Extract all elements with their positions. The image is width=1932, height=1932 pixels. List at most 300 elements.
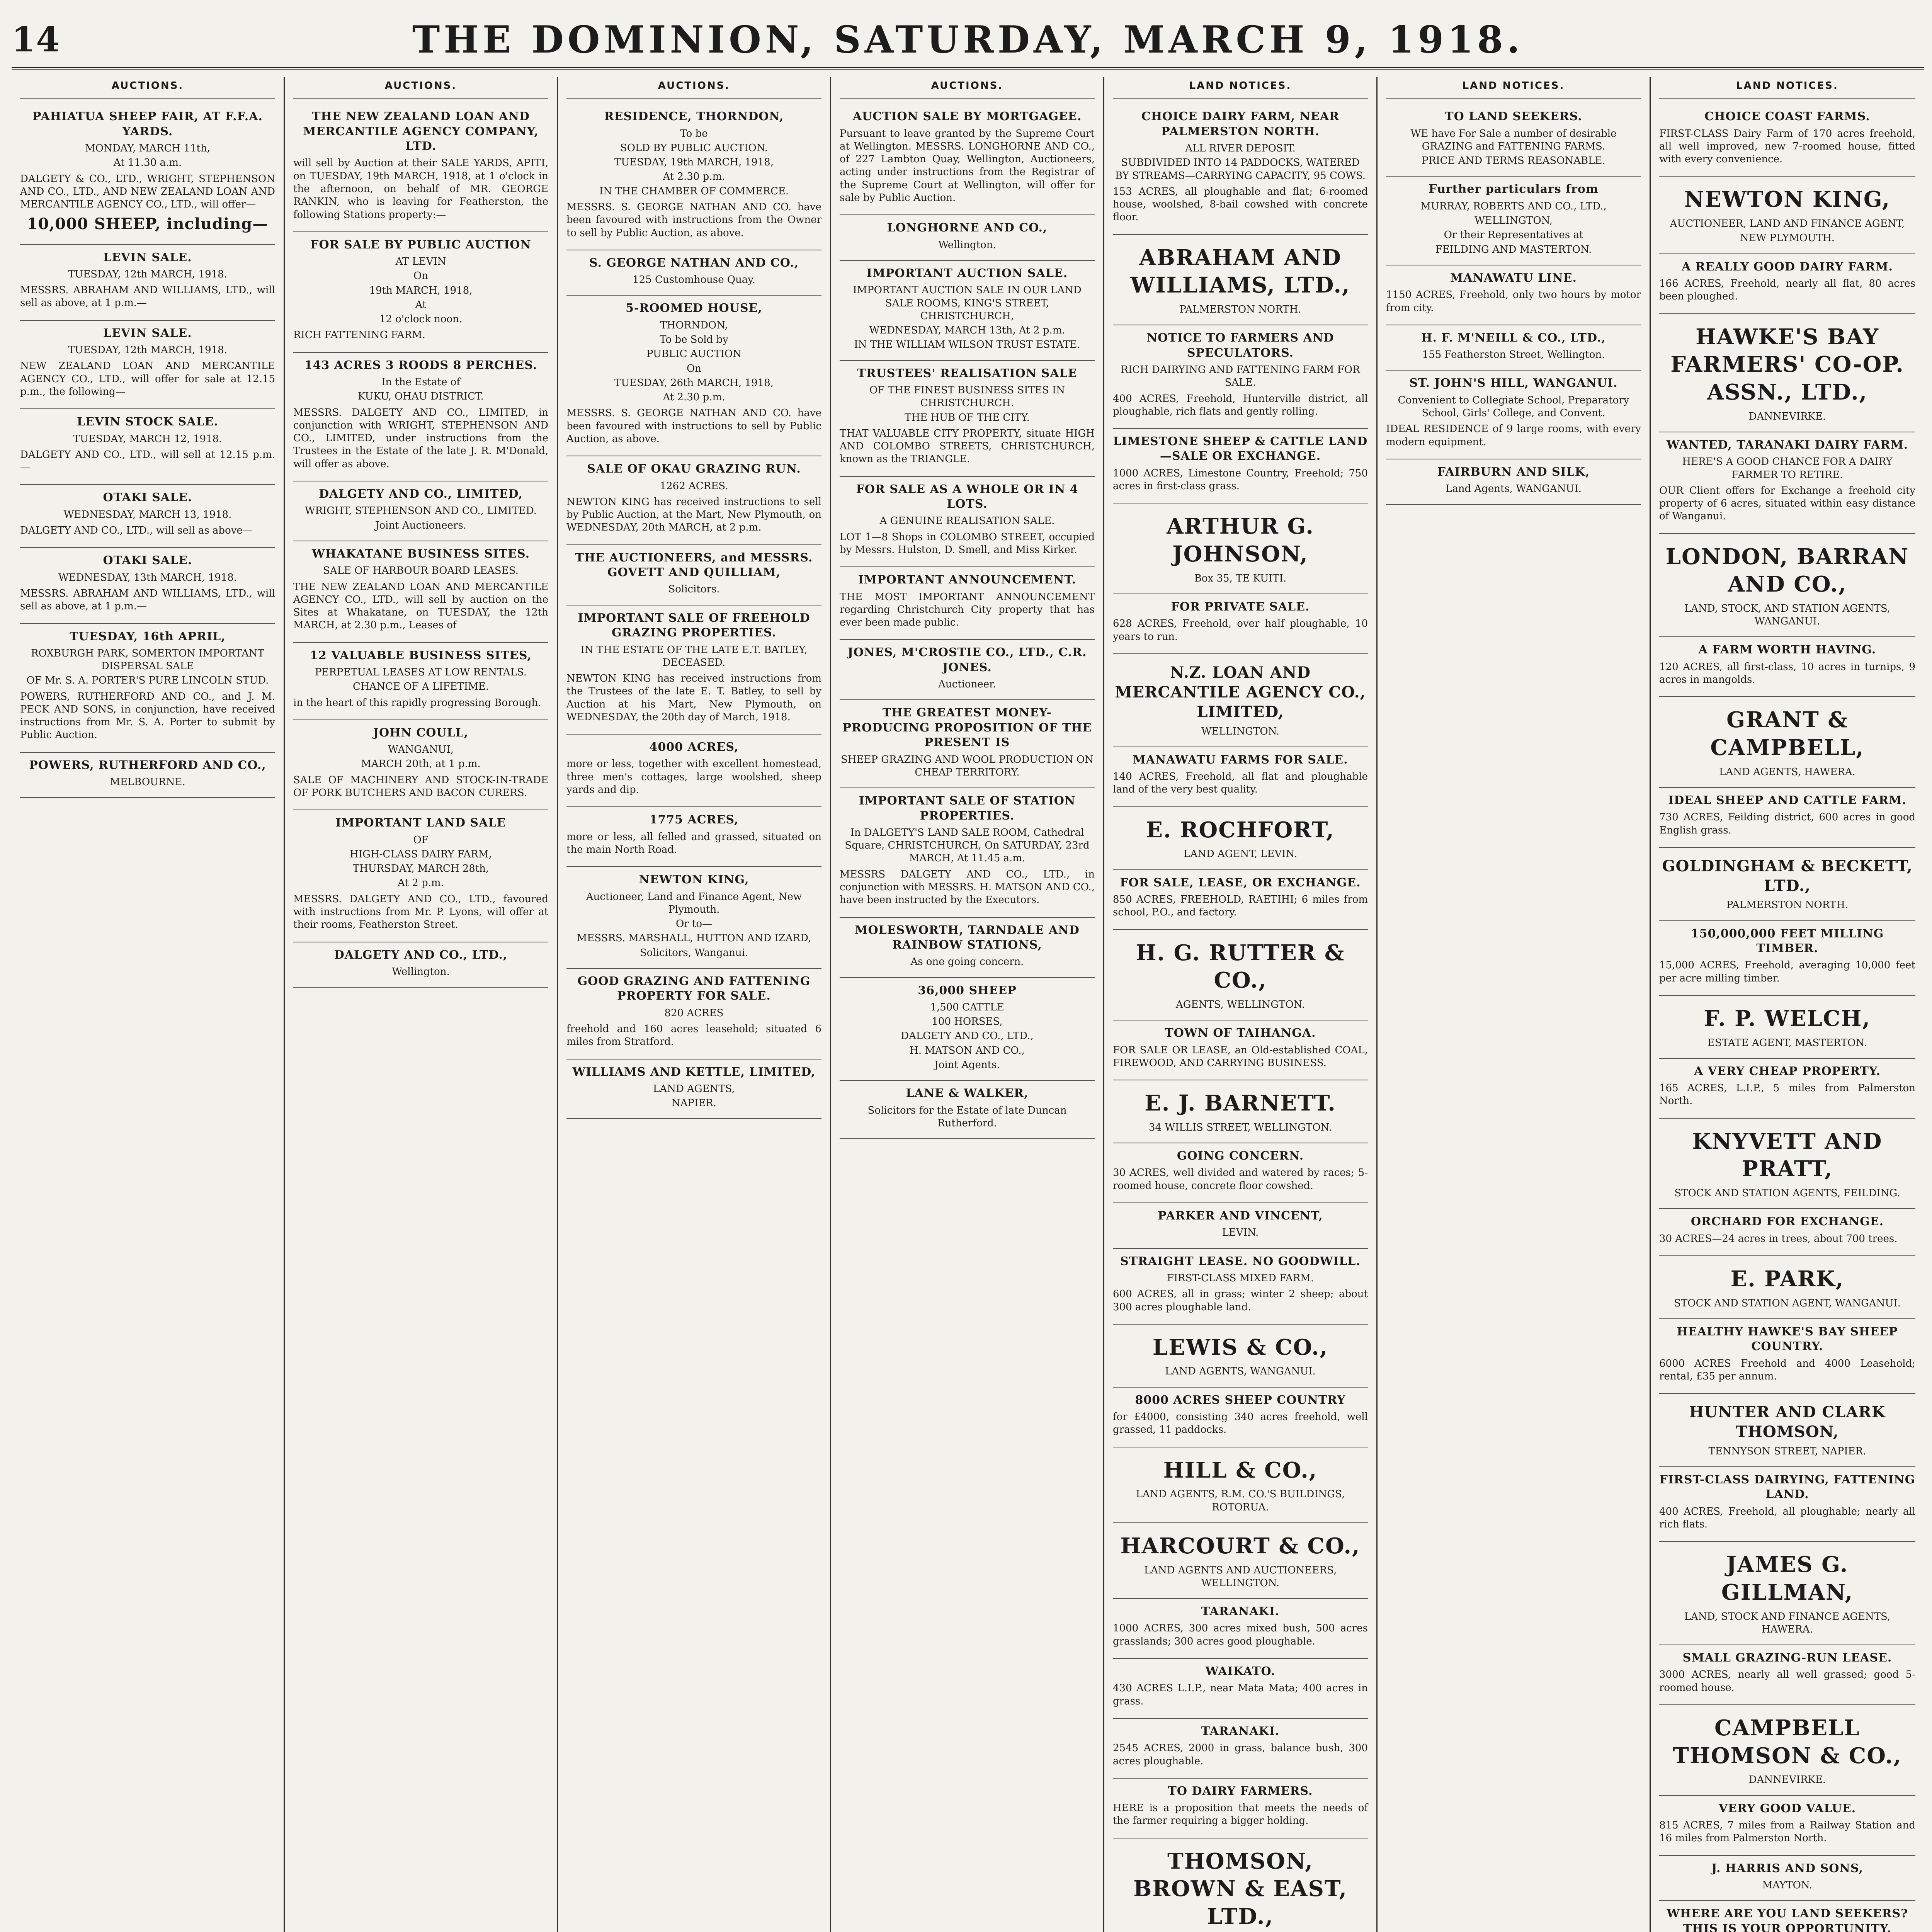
ad-line: At [415,299,427,311]
agent-name: HUNTER AND CLARK THOMSON, [1689,1403,1886,1441]
ad-title: THE GREATEST MONEY-PRODUCING PROPOSITION OF THE PRESENT IS [842,706,1092,750]
ad-title: TUESDAY, 16th APRIL, [70,629,226,643]
ad-line: LAND AGENTS, HAWERA. [1719,766,1855,778]
advertisement [293,232,548,353]
agent-name: ABRAHAM AND WILLIAMS, LTD., [1130,245,1350,298]
ad-line: TUESDAY, 12th MARCH, 1918. [68,344,227,356]
advertisement [1659,1705,1915,1796]
ad-body-text: freehold and 160 acres leasehold; situated 6 miles from Stratford. [566,1023,821,1048]
agent-name: LEWIS & CO., [1152,1334,1328,1360]
ad-line: WEDNESDAY, 13th MARCH, 1918. [58,571,237,583]
advertisement [840,788,1095,917]
ad-line: Land Agents, WANGANUI. [1446,483,1582,495]
ad-line: MURRAY, ROBERTS AND CO., LTD., [1420,200,1607,212]
column-header: LAND NOTICES. [1386,77,1641,99]
ad-title: A VERY CHEAP PROPERTY. [1694,1064,1881,1078]
agent-name: ARTHUR G. JOHNSON, [1167,514,1314,567]
ad-line: TUESDAY, 12th MARCH, 1918. [68,268,227,280]
ad-line: Wellington. [392,966,450,978]
ad-line: 820 ACRES [664,1007,724,1019]
advertisement [1113,1249,1368,1325]
advertisement [1659,637,1915,697]
advertisement [566,1060,821,1119]
column-header: AUCTIONS. [840,77,1095,99]
advertisement [1659,1394,1915,1467]
ad-line: Auctioneer. [938,679,996,690]
ad-line: LAND, STOCK, AND STATION AGENTS, WANGANUI. [1684,602,1890,628]
ad-title: 143 ACRES 3 ROODS 8 PERCHES. [304,358,537,372]
ad-line: Convenient to Collegiate School, Preparatory School, Girls' College, and Convent. [1398,394,1629,419]
advertisement [1659,697,1915,788]
advertisement [840,215,1095,261]
ad-headline: 10,000 SHEEP, including— [27,215,269,233]
agent-name: LONDON, BARRAN AND CO., [1665,544,1909,597]
ad-body-text: 15,000 ACRES, Freehold, averaging 10,000 feet per acre milling timber. [1659,959,1915,984]
ad-title: POWERS, RUTHERFORD AND CO., [29,758,266,772]
advertisement [840,640,1095,700]
ad-title: LANE & WALKER, [906,1087,1029,1100]
ad-body-text: NEWTON KING has received instructions from the Trustees of the late E. T. Batley, to sell by Auction at his Mart, New Plymouth, on WEDNESDAY, the 20th day of March, 1918. [566,673,821,723]
ad-body-text: 850 ACRES, FREEHOLD, RAETIHI; 6 miles from school, P.O., and factory. [1113,894,1368,918]
page-number: 14 [12,19,61,60]
ad-line: Or to— [675,918,713,930]
ad-line: HIGH-CLASS DAIRY FARM, [350,848,492,860]
ad-line: 34 WILLIS STREET, WELLINGTON. [1149,1121,1332,1133]
advertisement [293,353,548,481]
ad-body-text: 120 ACRES, all first-class, 10 acres in turnips, 9 acres in mangolds. [1659,661,1915,686]
ad-title: GOING CONCERN. [1177,1149,1304,1163]
advertisement [1659,1796,1915,1856]
ad-body-text: MESSRS. DALGETY AND CO., LTD., favoured with instructions from Mr. P. Lyons, will offer at their rooms, Featherston Street. [293,893,548,931]
ad-body-text: DALGETY AND CO., LTD., will sell as above— [20,525,253,537]
advertisement [840,567,1095,640]
ad-body-text: in the heart of this rapidly progressing Borough. [293,697,541,709]
advertisement [1659,1119,1915,1209]
advertisement [1113,235,1368,326]
ad-line: PERPETUAL LEASES AT LOW RENTALS. [315,667,527,679]
column-6 [1378,77,1651,1932]
ad-line: Joint Agents. [934,1059,1000,1071]
ad-title: THE AUCTIONEERS, and MESSRS. GOVETT AND QUILLIAM, [575,551,813,580]
ad-body-text: 730 ACRES, Feilding district, 600 acres in good English grass. [1659,811,1915,836]
advertisement [1659,177,1915,254]
ad-title: CHOICE COAST FARMS. [1704,110,1870,124]
ad-body-text: 400 ACRES, Freehold, all ploughable; nearly all rich flats. [1659,1505,1915,1530]
ad-title: MOLESWORTH, TARNDALE AND RAINBOW STATIONS, [855,923,1080,952]
advertisement [20,104,275,245]
ad-title: VERY GOOD VALUE. [1718,1801,1856,1815]
ad-title: LEVIN SALE. [103,326,192,340]
ad-title: PARKER AND VINCENT, [1158,1209,1323,1223]
advertisement [840,261,1095,361]
ad-line: At 2 p.m. [398,877,444,889]
advertisement [1113,1203,1368,1249]
ad-title: TO LAND SEEKERS. [1445,110,1582,124]
ad-body-text: 2545 ACRES, 2000 in grass, balance bush, 300 acres ploughable. [1113,1742,1368,1767]
advertisement [1113,870,1368,930]
advertisement [1659,1256,1915,1319]
ad-body-text: MESSRS. S. GEORGE NATHAN AND CO. have been favoured with instructions from the Owner to sell by Public Auction, as above. [566,201,821,239]
ad-title: 4000 ACRES, [649,740,739,754]
ad-line: Auctioneer, Land and Finance Agent, New Plymouth. [586,891,802,915]
ad-title: LEVIN SALE. [103,250,192,264]
advertisement [840,918,1095,978]
ad-line: H. MATSON AND CO., [910,1044,1025,1056]
ad-body-text: LOT 1—8 Shops in COLOMBO STREET, occupied by Messrs. Hulston, D. Smell, and Miss Kirker. [840,531,1095,556]
ad-line: MELBOURNE. [110,776,185,788]
ad-title: WHERE ARE YOU LAND SEEKERS? THIS IS YOUR OPPORTUNITY. [1667,1907,1908,1932]
ad-line: LAND AGENTS, R.M. CO.'S BUILDINGS, ROTORUA. [1136,1488,1345,1513]
ad-line: OF [413,834,429,846]
advertisement [1113,1325,1368,1388]
advertisement [1659,432,1915,534]
advertisement [1113,807,1368,870]
ad-title: LIMESTONE SHEEP & CATTLE LAND—SALE OR EXCHANGE. [1113,435,1368,463]
advertisement [1659,848,1915,921]
advertisement [1659,104,1915,177]
ad-title: IMPORTANT LAND SALE [335,816,506,830]
agent-name: GOLDINGHAM & BECKETT, LTD., [1662,857,1913,895]
ad-line: WE have For Sale a number of desirable GRAZING and FATTENING FARMS. [1410,128,1617,152]
ad-line: THE HUB OF THE CITY. [905,412,1030,423]
ad-body-text: for £4000, consisting 340 acres freehold, well grassed, 11 paddocks. [1113,1411,1368,1436]
ad-body-text: 1150 ACRES, Freehold, only two hours by motor from city. [1386,289,1641,314]
advertisement [1659,1542,1915,1645]
advertisement [1659,996,1915,1059]
ad-title: LEVIN STOCK SALE. [77,415,218,429]
ad-line: OF THE FINEST BUSINESS SITES IN CHRISTCHURCH. [869,384,1065,409]
ad-body-text: 153 ACRES, all ploughable and flat; 6-roomed house, woolshed, 8-bail cowshed with concrete floor. [1113,185,1368,223]
ad-body-text: 430 ACRES L.I.P., near Mata Mata; 400 acres in grass. [1113,1682,1368,1707]
ad-body-text: DALGETY & CO., LTD., WRIGHT, STEPHENSON AND CO., LTD., AND NEW ZEALAND LOAN AND MERCANTILE AGENCY CO., LTD., will offer— [20,173,275,211]
ad-line: IN THE ESTATE OF THE LATE E.T. BATLEY, DECEASED. [580,644,808,668]
advertisement [1659,1059,1915,1119]
advertisement [293,643,548,720]
ad-body-text: MESSRS. S. GEORGE NATHAN AND CO. have been favoured with instructions to sell by Public Auction, as above. [566,407,821,445]
ad-body-text: POWERS, RUTHERFORD AND CO., and J. M. PECK AND SONS, in conjunction, have received instructions from Mr. S. A. Porter to submit by Public Auction. [20,690,275,741]
ad-body-text: 815 ACRES, 7 miles from a Railway Station and 16 miles from Palmerston North. [1659,1819,1915,1844]
column-header: LAND NOTICES. [1113,77,1368,99]
ad-line: Or their Representatives at [1444,229,1583,241]
ad-title: DALGETY AND CO., LTD., [334,948,508,962]
ad-line: LAND AGENTS AND AUCTIONEERS, WELLINGTON. [1144,1564,1337,1589]
agent-name: GRANT & CAMPBELL, [1710,707,1864,761]
advertisement [1659,1901,1915,1932]
ad-body-text: 165 ACRES, L.I.P., 5 miles from Palmerston North. [1659,1082,1915,1107]
ad-body-text: MESSRS. DALGETY AND CO., LIMITED, in conjunction with WRIGHT, STEPHENSON AND CO., LIMITED, under instructions from the Trustees in the Estate of the late J. R. M'Donald, will offer as above. [293,406,548,470]
ad-body-text: 400 ACRES, Freehold, Hunterville district, all ploughable, rich flats and gently rolling. [1113,393,1368,417]
advertisement [566,296,821,456]
ad-line: FEILDING AND MASTERTON. [1435,243,1592,255]
ad-line: 155 Featherston Street, Wellington. [1422,349,1605,361]
ad-body-text: THE NEW ZEALAND LOAN AND MERCANTILE AGENCY CO., LTD., will sell by auction on the Sites at Whakatane, on TUESDAY, the 12th MARCH, at 2.30 p.m., Leases of [293,581,548,631]
ad-title: TARANAKI. [1201,1605,1280,1619]
ad-line: LAND, STOCK AND FINANCE AGENTS, HAWERA. [1684,1611,1891,1635]
advertisement [20,245,275,321]
ad-line: In DALGETY'S LAND SALE ROOM, Cathedral Square, CHRISTCHURCH, On SATURDAY, 23rd MARCH, At 11.45 a.m. [845,827,1090,864]
advertisement [1113,1599,1368,1659]
ad-body-text: Pursuant to leave granted by the Supreme Court at Wellington. MESSRS. LONGHORNE AND CO., of 227 Lambton Quay, Wellington, Auctioneers, acting under instructions from the Registrar of the Supreme Court at Wellington, will offer for sale by Public Auction. [840,128,1095,204]
ad-body-text: 30 ACRES—24 acres in trees, about 700 trees. [1659,1233,1898,1245]
ad-title: HEALTHY HAWKE'S BAY SHEEP COUNTRY. [1677,1325,1898,1354]
ad-body-text: NEW ZEALAND LOAN AND MERCANTILE AGENCY CO., LTD., will offer for sale at 12.15 p.m., the following— [20,360,275,398]
ad-line: WELLINGTON. [1201,725,1280,737]
advertisement [1113,594,1368,654]
advertisement [1113,1143,1368,1203]
ad-line: DANNEVIRKE. [1748,1774,1826,1786]
ad-title: IMPORTANT ANNOUNCEMENT. [858,573,1077,587]
advertisement [1113,654,1368,747]
advertisement [840,104,1095,215]
advertisement [1113,104,1368,235]
column-header: LAND NOTICES. [1659,77,1915,99]
advertisement [1113,747,1368,807]
advertisement [20,485,275,548]
ad-body-text: 140 ACRES, Freehold, all flat and ploughable land of the very best quality. [1113,771,1368,796]
ad-line: Joint Auctioneers. [375,519,466,531]
ad-line: 1262 ACRES. [660,480,728,492]
ad-title: Further particulars from [1429,182,1599,196]
advertisement [566,104,821,250]
ad-title: WILLIAMS AND KETTLE, LIMITED, [572,1065,816,1079]
ad-line: SOLD BY PUBLIC AUCTION. [620,142,768,154]
ad-title: H. F. M'NEILL & CO., LTD., [1421,331,1606,345]
ad-title: FAIRBURN AND SILK, [1437,465,1590,479]
advertisement [1113,1388,1368,1447]
ad-line: NEW PLYMOUTH. [1740,232,1835,244]
ad-title: TOWN OF TAIHANGA. [1165,1026,1316,1040]
ad-line: PALMERSTON NORTH. [1726,899,1849,911]
ad-line: SUBDIVIDED INTO 14 PADDOCKS, WATERED BY STREAMS—CARRYING CAPACITY, 95 COWS. [1115,157,1366,182]
column-7 [1651,77,1924,1932]
newspaper-title: THE DOMINION, SATURDAY, MARCH 9, 1918. [412,17,1524,61]
ad-title: FIRST-CLASS DAIRYING, FATTENING LAND. [1659,1473,1915,1502]
ad-title: SALE OF OKAU GRAZING RUN. [587,462,801,476]
ad-body-text: 3000 ACRES, nearly all well grassed; good 5-roomed house. [1659,1669,1915,1694]
ad-body-text: FIRST-CLASS Dairy Farm of 170 acres freehold, all well improved, new 7-roomed house, fitted with every convenience. [1659,128,1915,165]
ad-line: OF Mr. S. A. PORTER'S PURE LINCOLN STUD. [26,675,269,687]
ad-line: TUESDAY, MARCH 12, 1918. [73,433,222,445]
ad-line: ALL RIVER DEPOSIT. [1185,143,1296,155]
column-3 [558,77,831,1932]
ad-line: PUBLIC AUCTION [646,348,742,360]
advertisement [1386,265,1641,325]
advertisement [840,477,1095,568]
ad-line: CHANCE OF A LIFETIME. [353,681,489,693]
ad-title: STRAIGHT LEASE. NO GOODWILL. [1120,1254,1361,1268]
advertisement [20,321,275,409]
ad-title: OTAKI SALE. [103,491,192,505]
advertisement [1659,788,1915,848]
ad-title: FOR SALE, LEASE, OR EXCHANGE. [1120,876,1361,889]
advertisement [1113,325,1368,429]
ad-title: A REALLY GOOD DAIRY FARM. [1682,260,1893,274]
advertisement [1386,325,1641,371]
advertisement [1113,1523,1368,1599]
ad-body-text: FOR SALE OR LEASE, an Old-established COAL, FIREWOOD, AND CARRYING BUSINESS. [1113,1044,1368,1069]
ad-body-text: 166 ACRES, Freehold, nearly all flat, 80 acres been ploughed. [1659,278,1915,303]
ad-line: FIRST-CLASS MIXED FARM. [1167,1272,1314,1284]
ad-title: SMALL GRAZING-RUN LEASE. [1682,1651,1892,1665]
ad-title: IMPORTANT SALE OF STATION PROPERTIES. [859,794,1076,823]
ad-title: JOHN COULL, [373,726,469,740]
ad-title: IMPORTANT SALE OF FREEHOLD GRAZING PROPERTIES. [578,611,810,640]
ad-title: DALGETY AND CO., LIMITED, [319,487,523,501]
ad-line: DANNEVIRKE. [1748,410,1826,422]
advertisement [566,605,821,735]
ad-body-text: will sell by Auction at their SALE YARDS, APITI, on TUESDAY, 19th MARCH, 1918, at 1 o'clock in the afternoon, on behalf of MR. GEORGE RANKIN, who is leaving for Featherston, the following Stations property:— [293,157,548,221]
ad-line: NAPIER. [671,1097,717,1109]
advertisement [1113,930,1368,1021]
ad-body-text: more or less, all felled and grassed, situated on the main North Road. [566,831,821,855]
ad-body-text: OUR Client offers for Exchange a freehold city property of 6 acres, situated within easy distance of Wanganui. [1659,485,1915,522]
advertisement [1113,1719,1368,1779]
ad-line: PRICE AND TERMS REASONABLE. [1422,155,1605,167]
ad-title: THE NEW ZEALAND LOAN AND MERCANTILE AGENCY COMPANY, LTD. [303,110,539,153]
ad-line: Box 35, TE KUITI. [1194,572,1287,584]
advertisement [293,720,548,810]
ad-title: 150,000,000 FEET MILLING TIMBER. [1690,927,1884,955]
ad-line: PALMERSTON NORTH. [1179,303,1301,315]
advertisement [566,545,821,605]
ad-line: MAYTON. [1762,1879,1813,1891]
advertisement [20,548,275,624]
ad-body-text: MESSRS DALGETY AND CO., LTD., in conjunction with MESSRS. H. MATSON AND CO., have been instructed by the Executors. [840,868,1095,906]
advertisement [20,624,275,753]
ad-title: OTAKI SALE. [103,554,192,568]
advertisement [1659,921,1915,996]
ad-line: TUESDAY, 19th MARCH, 1918, [614,156,774,168]
ad-line: MESSRS. MARSHALL, HUTTON AND IZARD, [577,932,811,944]
advertisement [566,456,821,545]
ad-line: LAND AGENTS, WANGANUI. [1165,1366,1316,1378]
ad-title: TRUSTEES' REALISATION SALE [857,366,1077,380]
ad-line: IN THE CHAMBER OF COMMERCE. [599,185,789,197]
advertisement [1659,1467,1915,1542]
advertisement [1659,254,1915,314]
ad-line: A GENUINE REALISATION SALE. [879,515,1055,527]
column-header: AUCTIONS. [293,77,548,99]
ad-body-text: MESSRS. ABRAHAM AND WILLIAMS, LTD., will sell as above, at 1 p.m.— [20,587,275,612]
advertisement [566,867,821,969]
advertisement [1659,534,1915,638]
advertisement [1113,1447,1368,1523]
advertisement [1386,104,1641,177]
ad-body-text: 6000 ACRES Freehold and 4000 Leasehold; rental, £35 per annum. [1659,1357,1915,1382]
ad-body-text: THAT VALUABLE CITY PROPERTY, situate HIGH AND COLOMBO STREETS, CHRISTCHURCH, known as the TRIANGLE. [840,427,1095,465]
advertisement [1659,314,1915,432]
ad-body-text: 628 ACRES, Freehold, over half ploughable, 10 years to run. [1113,618,1368,643]
ad-line: Solicitors for the Estate of late Duncan Rutherford. [867,1104,1067,1129]
ad-body-text: 600 ACRES, all in grass; winter 2 sheep; about 300 acres ploughable land. [1113,1288,1368,1313]
advertisement [1113,1020,1368,1080]
column-header: AUCTIONS. [20,77,275,99]
agent-name: JAMES G. GILLMAN, [1721,1552,1854,1605]
advertisement [566,250,821,296]
ad-line: WANGANUI, [388,744,454,756]
ad-body-text: DALGETY AND CO., LTD., will sell at 12.15 p.m.— [20,449,275,474]
ad-line: WRIGHT, STEPHENSON AND CO., LIMITED. [304,505,537,517]
ad-line: KUKU, OHAU DISTRICT. [358,391,484,403]
ad-line: LAND AGENTS, [653,1083,735,1095]
column-5 [1104,77,1378,1932]
ad-title: FOR PRIVATE SALE. [1171,600,1310,614]
ad-body-text: SALE OF MACHINERY AND STOCK-IN-TRADE OF PORK BUTCHERS AND BACON CURERS. [293,774,548,799]
advertisement [1659,1645,1915,1705]
ad-line: AUCTIONEER, LAND AND FINANCE AGENT, [1670,218,1905,230]
ad-line: THURSDAY, MARCH 28th, [352,863,489,875]
agent-name: NEWTON KING, [1684,187,1891,213]
agent-name: E. PARK, [1730,1266,1844,1292]
advertisement [1386,371,1641,459]
ad-line: STOCK AND STATION AGENTS, FEILDING. [1674,1187,1900,1199]
advertisement [293,104,548,232]
ad-body-text: 30 ACRES, well divided and watered by races; 5-roomed house, concrete floor cowshed. [1113,1167,1368,1192]
ad-title: 12 VALUABLE BUSINESS SITES, [310,648,532,662]
ad-line: ESTATE AGENT, MASTERTON. [1708,1037,1867,1049]
ad-line: At 2.30 p.m. [663,391,725,403]
ad-line: ROXBURGH PARK, SOMERTON IMPORTANT DISPERSAL SALE [31,647,264,672]
advertisement [293,942,548,988]
advertisement [1659,1856,1915,1901]
ad-title: MANAWATU LINE. [1450,271,1577,285]
advertisement [1113,1779,1368,1838]
columns-container [12,77,1924,1932]
advertisement [1659,1209,1915,1256]
ad-line: IMPORTANT AUCTION SALE IN OUR LAND SALE ROOMS, KING'S STREET, CHRISTCHURCH, [853,284,1082,322]
ad-body-text: NEWTON KING has received instructions to sell by Public Auction, at the Mart, New Plymouth, on WEDNESDAY, 20th MARCH, at 2 p.m. [566,496,821,534]
agent-name: N.Z. LOAN AND MERCANTILE AGENCY CO., LIMITED, [1115,663,1366,721]
agent-name: THOMSON, BROWN & EAST, LTD., [1133,1848,1347,1930]
advertisement [293,541,548,643]
column-2 [285,77,558,1932]
agent-name: E. J. BARNETT. [1145,1090,1336,1116]
ad-line: At 11.30 a.m. [113,157,182,169]
advertisement [20,409,275,485]
agent-name: E. ROCHFORT, [1146,817,1335,843]
advertisement [566,807,821,867]
advertisement [1659,1319,1915,1394]
ad-title: NEWTON KING, [639,873,749,887]
agent-name: KNYVETT AND PRATT, [1692,1128,1883,1182]
advertisement [1386,459,1641,505]
ad-line: SHEEP GRAZING AND WOOL PRODUCTION ON CHEAP TERRITORY. [840,753,1094,778]
ad-body-text: MESSRS. ABRAHAM AND WILLIAMS, LTD., will sell as above, at 1 p.m.— [20,284,275,309]
agent-name: HILL & CO., [1163,1457,1318,1483]
ad-line: In the Estate of [381,376,460,388]
ad-title: J. HARRIS AND SONS, [1711,1861,1863,1875]
advertisement [1113,1659,1368,1719]
ad-title: WAIKATO. [1205,1664,1276,1678]
column-header: AUCTIONS. [566,77,821,99]
ad-body-text: 1000 ACRES, Limestone Country, Freehold; 750 acres in first-class grass. [1113,467,1368,492]
ad-line: THORNDON, [660,319,728,331]
ad-body-text: 1000 ACRES, 300 acres mixed bush, 500 acres grasslands; 300 acres good ploughable. [1113,1622,1368,1647]
agent-name: CAMPBELL THOMSON & CO., [1673,1715,1902,1769]
ad-title: FOR SALE AS A WHOLE OR IN 4 LOTS. [856,482,1078,511]
ad-title: GOOD GRAZING AND FATTENING PROPERTY FOR SALE. [577,974,811,1003]
ad-line: 125 Customhouse Quay. [633,274,755,286]
ad-line: RICH DAIRYING AND FATTENING FARM FOR SALE. [1121,364,1360,389]
masthead [12,12,1924,70]
ad-title: 8000 ACRES SHEEP COUNTRY [1135,1393,1346,1407]
ad-title: WHAKATANE BUSINESS SITES. [311,547,530,561]
advertisement [840,361,1095,477]
agent-name: HAWKE'S BAY FARMERS' CO-OP. ASSN., LTD., [1670,324,1904,405]
ad-line: LEVIN. [1222,1227,1259,1239]
ad-line: SALE OF HARBOUR BOARD LEASES. [323,565,519,577]
ad-line: AGENTS, WELLINGTON. [1175,998,1305,1010]
